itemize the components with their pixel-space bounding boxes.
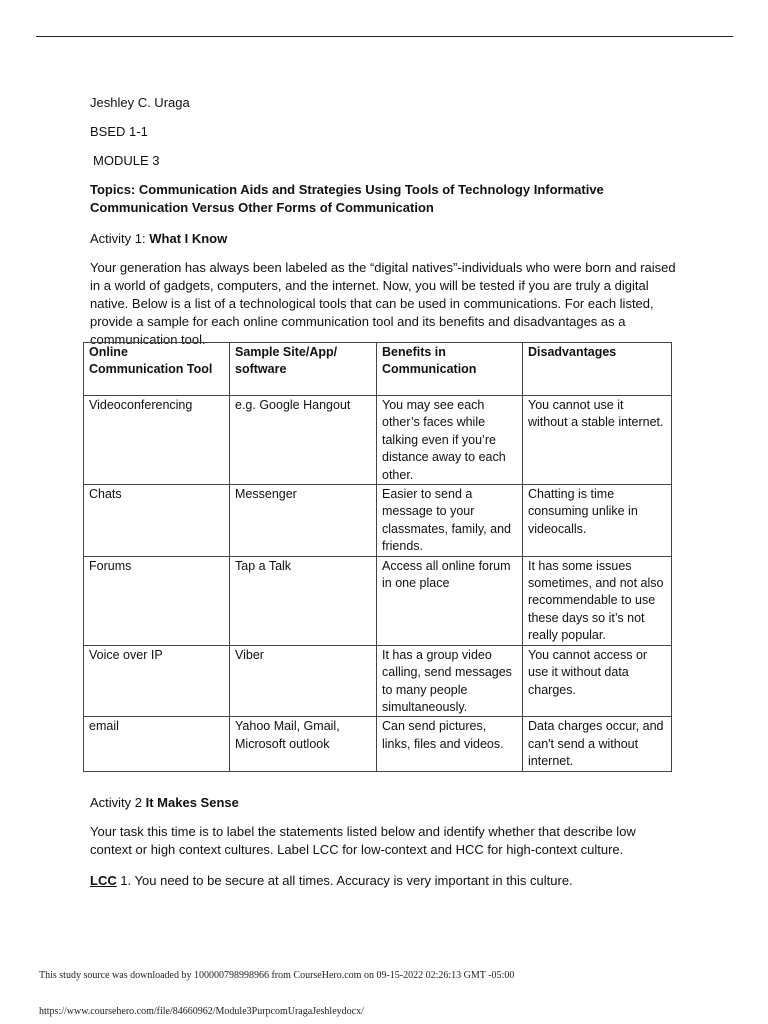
table-header-cell: Benefits in Communication [377, 343, 523, 396]
table-row [84, 556, 672, 645]
activity1-heading [90, 230, 227, 248]
module-label: MODULE 3 [93, 153, 160, 168]
page-top-rule [36, 36, 733, 37]
table-cell: Viber [230, 645, 377, 717]
table-row [84, 485, 672, 557]
table-header-cell: Online Communication Tool [84, 343, 230, 396]
communication-tools-table [83, 342, 672, 772]
table-row [84, 396, 672, 485]
table-cell: Data charges occur, and can't send a without internet. [523, 717, 672, 771]
activity1-instructions: Your generation has always been labeled as the “digital natives”-individuals who were born and raised in a world of gadgets, computers, and the internet. Now, you will be tested if you are truly a digital native. Below is a list of a technological tools that can be used in communications. For each listed, provide a sample for each online communication tool and its benefits and disadvantages as a communication tool. [90, 260, 676, 347]
activity2-title: It Makes Sense [145, 795, 239, 810]
table-cell: You cannot access or use it without data charges. [523, 645, 672, 717]
table-cell: Videoconferencing [84, 396, 230, 485]
table-row [84, 717, 672, 771]
table-cell: Chatting is time consuming unlike in videocalls. [523, 485, 672, 557]
table-cell: You may see each other’s faces while talking even if you’re distance away to each other. [377, 396, 523, 485]
activity2-item-1 [90, 872, 573, 890]
student-name: Jeshley C. Uraga [90, 95, 190, 110]
table-header-cell: Sample Site/App/ software [230, 343, 377, 396]
student-program: BSED 1-1 [90, 124, 148, 139]
table-cell: It has some issues sometimes, and not also recommendable to use these days so it’s not really popular. [523, 556, 672, 645]
table-cell: Chats [84, 485, 230, 557]
table-header-row [84, 343, 672, 396]
download-notice: This study source was downloaded by 100000798998966 from CourseHero.com on 09-15-2022 02:26:13 GMT -05:00 [39, 970, 515, 981]
table-cell: Access all online forum in one place [377, 556, 523, 645]
table-cell: email [84, 717, 230, 771]
table-cell: Yahoo Mail, Gmail, Microsoft outlook [230, 717, 377, 771]
table-header-cell: Disadvantages [523, 343, 672, 396]
answer-label: LCC [90, 873, 117, 888]
table-cell: Tap a Talk [230, 556, 377, 645]
statement-text: 1. You need to be secure at all times. Accuracy is very important in this culture. [116, 873, 573, 888]
table-cell: It has a group video calling, send messages to many people simultaneously. [377, 645, 523, 717]
topics-heading: Topics: Communication Aids and Strategies Using Tools of Technology Informative Communication Versus Other Forms of Communication [90, 182, 604, 215]
activity1-prefix: Activity 1: [90, 231, 150, 246]
activity2-prefix: Activity 2 [90, 795, 146, 810]
source-url-link[interactable]: https://www.coursehero.com/file/84660962/Module3PurpcomUragaJeshleydocx/ [39, 1006, 364, 1017]
activity1-title: What I Know [149, 231, 228, 246]
table-cell: You cannot use it without a stable internet. [523, 396, 672, 485]
table-cell: Voice over IP [84, 645, 230, 717]
table-cell: Forums [84, 556, 230, 645]
table-cell: e.g. Google Hangout [230, 396, 377, 485]
table-row [84, 645, 672, 717]
activity2-heading [90, 794, 239, 812]
table-cell: Easier to send a message to your classmates, family, and friends. [377, 485, 523, 557]
table-cell: Messenger [230, 485, 377, 557]
activity2-instructions: Your task this time is to label the statements listed below and identify whether that describe low context or high context cultures. Label LCC for low-context and HCC for high-context culture. [90, 824, 636, 857]
table-cell: Can send pictures, links, files and videos. [377, 717, 523, 771]
